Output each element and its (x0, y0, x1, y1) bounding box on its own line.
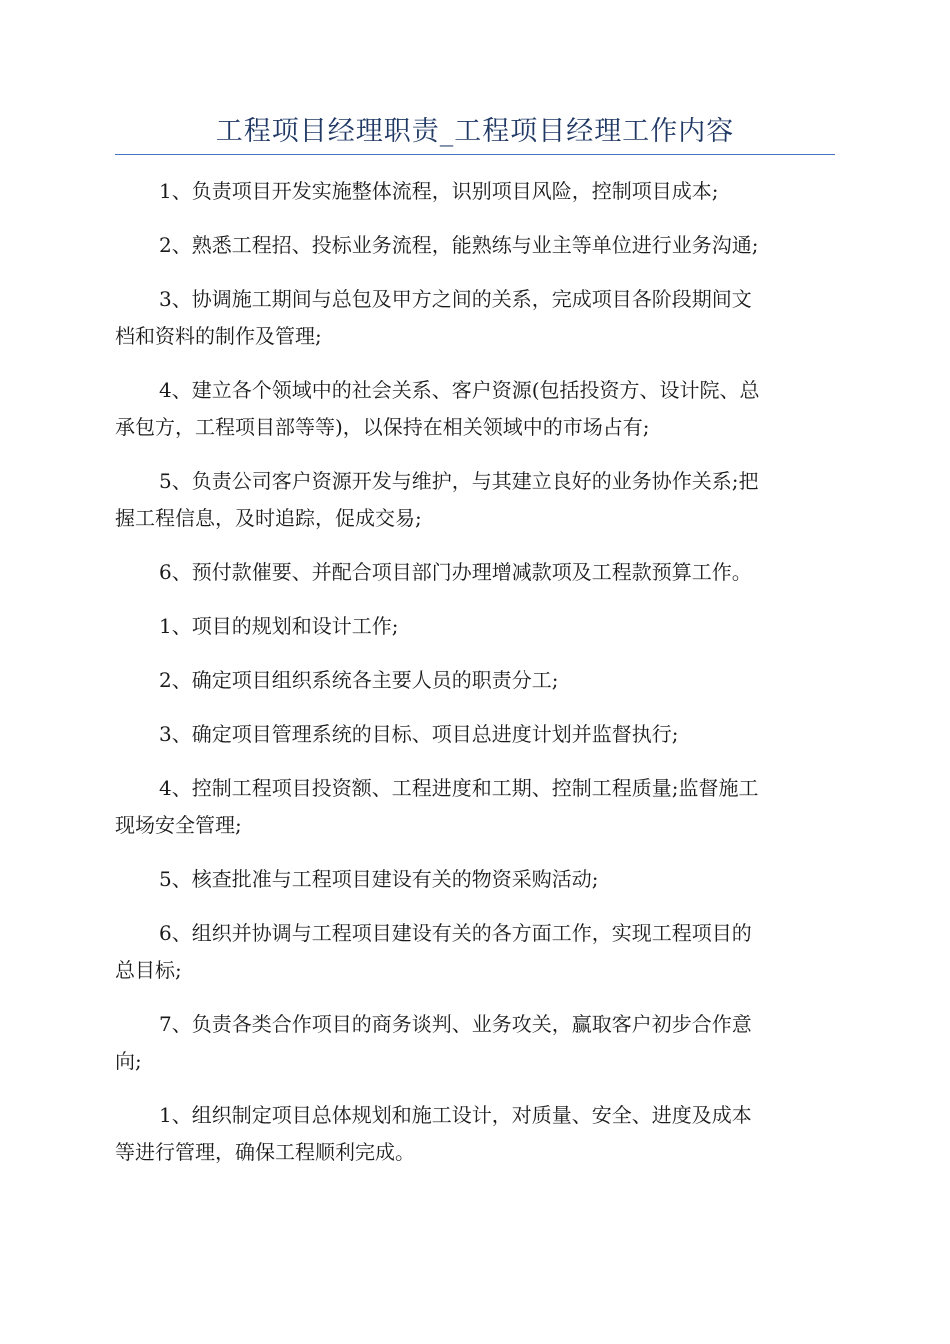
page-title: 工程项目经理职责_工程项目经理工作内容 (215, 116, 735, 147)
paragraph: 2、确定项目组织系统各主要人员的职责分工; (159, 668, 559, 692)
paragraph: 7、负责各类合作项目的商务谈判、业务攻关，赢取客户初步合作意 向; (115, 1012, 752, 1073)
paragraph: 1、项目的规划和设计工作; (159, 614, 399, 638)
document-body (115, 173, 835, 1188)
paragraph: 5、核查批准与工程项目建设有关的物资采购活动; (159, 867, 599, 891)
paragraph: 4、建立各个领域中的社会关系、客户资源(包括投资方、设计院、总 承包方，工程项目部等等)，以保持在相关领域中的市场占有; (115, 378, 760, 439)
paragraph: 3、协调施工期间与总包及甲方之间的关系，完成项目各阶段期间文 档和资料的制作及管理; (115, 287, 752, 348)
paragraph: 4、控制工程项目投资额、工程进度和工期、控制工程质量;监督施工 现场安全管理; (115, 776, 759, 837)
paragraph: 6、组织并协调与工程项目建设有关的各方面工作，实现工程项目的 总目标; (115, 921, 752, 982)
paragraph: 1、组织制定项目总体规划和施工设计，对质量、安全、进度及成本 等进行管理，确保工程顺利完成。 (115, 1103, 752, 1164)
title-underline (115, 154, 835, 155)
paragraph: 1、负责项目开发实施整体流程，识别项目风险，控制项目成本; (159, 179, 719, 203)
paragraph: 5、负责公司客户资源开发与维护，与其建立良好的业务协作关系;把 握工程信息，及时追踪，促成交易; (115, 469, 759, 530)
paragraph: 3、确定项目管理系统的目标、项目总进度计划并监督执行; (159, 722, 679, 746)
paragraph: 6、预付款催要、并配合项目部门办理增减款项及工程款预算工作。 (159, 560, 752, 584)
paragraph: 2、熟悉工程招、投标业务流程，能熟练与业主等单位进行业务沟通; (159, 233, 759, 257)
